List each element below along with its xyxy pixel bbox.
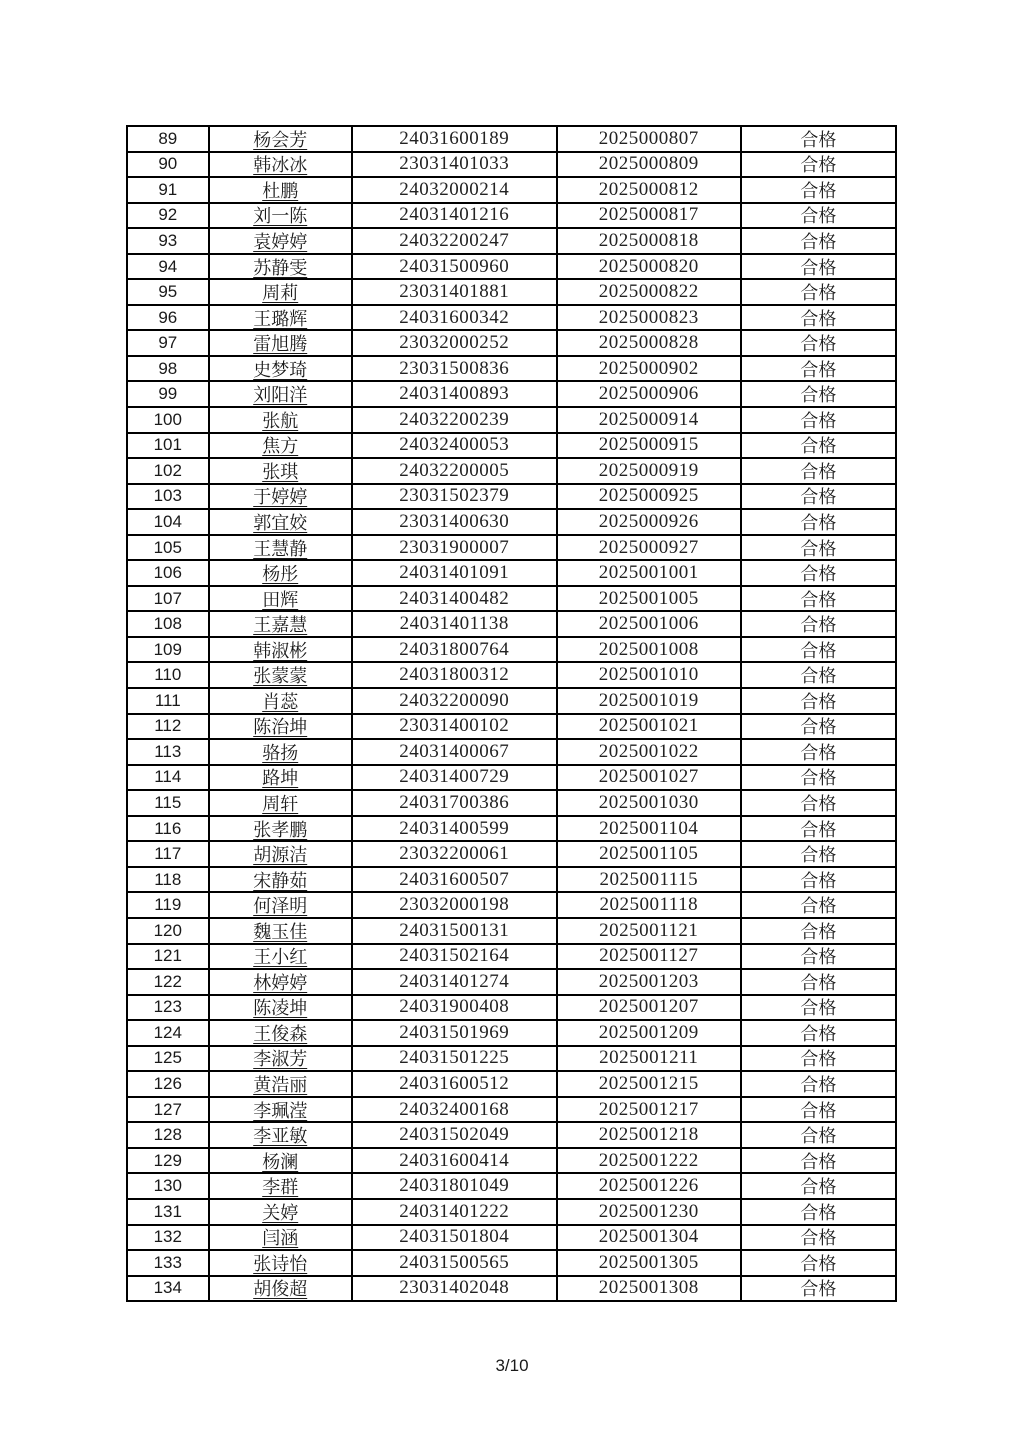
table-row: [128, 1251, 895, 1277]
result-cell: 合格: [800, 1126, 837, 1147]
certificate-number-cell: 2025001207: [558, 996, 742, 1020]
certificate-number-cell: 2025001115: [558, 868, 742, 892]
row-number-cell: 131: [128, 1200, 210, 1224]
name-cell: 胡俊超: [210, 1277, 353, 1301]
table-row: [128, 306, 895, 332]
name-cell: 张琪: [210, 459, 353, 483]
row-number-cell: 118: [128, 868, 210, 892]
result-cell: 合格: [800, 615, 837, 636]
name-cell: 张孝鹏: [210, 817, 353, 841]
table-row: [128, 612, 895, 638]
table-row: [128, 1174, 895, 1200]
exam-number-cell: 23031400102: [353, 715, 558, 739]
table-row: [128, 1098, 895, 1124]
table-row: [128, 689, 895, 715]
certificate-number-cell: 2025001215: [558, 1072, 742, 1096]
exam-number-cell: 24031401216: [353, 204, 558, 228]
table-row: [128, 434, 895, 460]
exam-number-cell: 23031401033: [353, 153, 558, 177]
certificate-number-cell: 2025001305: [558, 1251, 742, 1275]
row-number-cell: 112: [128, 715, 210, 739]
name-cell: 路坤: [210, 766, 353, 790]
name-cell: 王俊森: [210, 1021, 353, 1045]
name-cell: 杜鹏: [210, 178, 353, 202]
certificate-number-cell: 2025001209: [558, 1021, 742, 1045]
certificate-number-cell: 2025001203: [558, 970, 742, 994]
result-cell: 合格: [800, 717, 837, 738]
table-row: [128, 1123, 895, 1149]
result-cell: 合格: [800, 1253, 837, 1274]
exam-number-cell: 24031800764: [353, 638, 558, 662]
exam-number-cell: 24031501804: [353, 1226, 558, 1250]
exam-number-cell: 24031600507: [353, 868, 558, 892]
row-number-cell: 110: [128, 663, 210, 687]
table-row: [128, 791, 895, 817]
certificate-number-cell: 2025000828: [558, 331, 742, 355]
certificate-number-cell: 2025001104: [558, 817, 742, 841]
certificate-number-cell: 2025001005: [558, 587, 742, 611]
result-cell: 合格: [800, 385, 837, 406]
certificate-number-cell: 2025001006: [558, 612, 742, 636]
result-cell: 合格: [800, 512, 837, 533]
table-row: [128, 1047, 895, 1073]
table-row: [128, 536, 895, 562]
name-cell: 焦方: [210, 434, 353, 458]
table-row: [128, 1072, 895, 1098]
result-cell: 合格: [800, 947, 837, 968]
table-row: [128, 970, 895, 996]
name-cell: 田辉: [210, 587, 353, 611]
row-number-cell: 103: [128, 485, 210, 509]
exam-number-cell: 24031600512: [353, 1072, 558, 1096]
exam-number-cell: 23031900007: [353, 536, 558, 560]
name-cell: 骆扬: [210, 740, 353, 764]
row-number-cell: 122: [128, 970, 210, 994]
certificate-number-cell: 2025000915: [558, 434, 742, 458]
row-number-cell: 91: [128, 178, 210, 202]
exam-number-cell: 23031401881: [353, 280, 558, 304]
row-number-cell: 113: [128, 740, 210, 764]
row-number-cell: 92: [128, 204, 210, 228]
exam-number-cell: 24031401138: [353, 612, 558, 636]
row-number-cell: 95: [128, 280, 210, 304]
name-cell: 袁婷婷: [210, 229, 353, 253]
certificate-number-cell: 2025001121: [558, 919, 742, 943]
exam-number-cell: 24032400168: [353, 1098, 558, 1122]
result-cell: 合格: [800, 308, 837, 329]
certificate-number-cell: 2025000817: [558, 204, 742, 228]
table-row: [128, 766, 895, 792]
result-cell: 合格: [800, 564, 837, 585]
row-number-cell: 134: [128, 1277, 210, 1301]
certificate-number-cell: 2025001030: [558, 791, 742, 815]
table-row: [128, 817, 895, 843]
certificate-number-cell: 2025000820: [558, 255, 742, 279]
certificate-number-cell: 2025000926: [558, 510, 742, 534]
certificate-number-cell: 2025000807: [558, 127, 742, 151]
table-row: [128, 178, 895, 204]
table-row: [128, 893, 895, 919]
table-row: [128, 996, 895, 1022]
result-cell: 合格: [800, 487, 837, 508]
result-cell: 合格: [800, 1177, 837, 1198]
row-number-cell: 125: [128, 1047, 210, 1071]
name-cell: 周轩: [210, 791, 353, 815]
name-cell: 张航: [210, 408, 353, 432]
result-cell: 合格: [800, 283, 837, 304]
result-cell: 合格: [800, 819, 837, 840]
table-row: [128, 229, 895, 255]
row-number-cell: 127: [128, 1098, 210, 1122]
certificate-number-cell: 2025001211: [558, 1047, 742, 1071]
certificate-number-cell: 2025001230: [558, 1200, 742, 1224]
table-row: [128, 945, 895, 971]
row-number-cell: 96: [128, 306, 210, 330]
row-number-cell: 105: [128, 536, 210, 560]
name-cell: 杨澜: [210, 1149, 353, 1173]
exam-number-cell: 24031400729: [353, 766, 558, 790]
exam-number-cell: 24031401274: [353, 970, 558, 994]
row-number-cell: 132: [128, 1226, 210, 1250]
table-row: [128, 255, 895, 281]
name-cell: 王璐辉: [210, 306, 353, 330]
certificate-number-cell: 2025001222: [558, 1149, 742, 1173]
certificate-number-cell: 2025001304: [558, 1226, 742, 1250]
row-number-cell: 128: [128, 1123, 210, 1147]
name-cell: 关婷: [210, 1200, 353, 1224]
row-number-cell: 123: [128, 996, 210, 1020]
exam-number-cell: 24032400053: [353, 434, 558, 458]
exam-number-cell: 24031600342: [353, 306, 558, 330]
exam-number-cell: 24032200090: [353, 689, 558, 713]
name-cell: 肖蕊: [210, 689, 353, 713]
row-number-cell: 94: [128, 255, 210, 279]
name-cell: 陈治坤: [210, 715, 353, 739]
table-row: [128, 204, 895, 230]
name-cell: 苏静雯: [210, 255, 353, 279]
certificate-number-cell: 2025001127: [558, 945, 742, 969]
name-cell: 陈凌坤: [210, 996, 353, 1020]
result-cell: 合格: [800, 794, 837, 814]
name-cell: 王慧静: [210, 536, 353, 560]
certificate-number-cell: 2025000812: [558, 178, 742, 202]
row-number-cell: 117: [128, 842, 210, 866]
certificate-number-cell: 2025000902: [558, 357, 742, 381]
result-cell: 合格: [800, 998, 837, 1019]
certificate-number-cell: 2025000906: [558, 382, 742, 406]
exam-number-cell: 24031801049: [353, 1174, 558, 1198]
name-cell: 杨彤: [210, 561, 353, 585]
result-cell: 合格: [800, 359, 837, 380]
name-cell: 于婷婷: [210, 485, 353, 509]
table-row: [128, 587, 895, 613]
name-cell: 李亚敏: [210, 1123, 353, 1147]
table-row: [128, 1277, 895, 1301]
result-cell: 合格: [800, 742, 837, 763]
row-number-cell: 97: [128, 331, 210, 355]
table-row: [128, 280, 895, 306]
result-cell: 合格: [800, 231, 837, 252]
name-cell: 刘一陈: [210, 204, 353, 228]
table-row: [128, 740, 895, 766]
name-cell: 雷旭腾: [210, 331, 353, 355]
name-cell: 史梦琦: [210, 357, 353, 381]
table-row: [128, 842, 895, 868]
name-cell: 李珮滢: [210, 1098, 353, 1122]
table-row: [128, 663, 895, 689]
exam-number-cell: 24031600414: [353, 1149, 558, 1173]
exam-number-cell: 24031800312: [353, 663, 558, 687]
result-cell: 合格: [800, 129, 837, 150]
exam-number-cell: 24031400067: [353, 740, 558, 764]
result-cell: 合格: [800, 845, 837, 866]
row-number-cell: 89: [128, 127, 210, 151]
table-row: [128, 485, 895, 511]
name-cell: 胡源洁: [210, 842, 353, 866]
name-cell: 黄浩丽: [210, 1072, 353, 1096]
row-number-cell: 102: [128, 459, 210, 483]
exam-number-cell: 24031900408: [353, 996, 558, 1020]
certificate-number-cell: 2025000822: [558, 280, 742, 304]
certificate-number-cell: 2025001001: [558, 561, 742, 585]
name-cell: 杨会芳: [210, 127, 353, 151]
table-row: [128, 510, 895, 536]
row-number-cell: 119: [128, 893, 210, 917]
table-row: [128, 459, 895, 485]
table-row: [128, 357, 895, 383]
table-row: [128, 638, 895, 664]
certificate-number-cell: 2025001118: [558, 893, 742, 917]
result-cell: 合格: [800, 206, 837, 227]
name-cell: 张诗怡: [210, 1251, 353, 1275]
result-cell: 合格: [800, 972, 837, 993]
result-cell: 合格: [800, 1075, 837, 1096]
exam-number-cell: 24031500960: [353, 255, 558, 279]
row-number-cell: 98: [128, 357, 210, 381]
result-cell: 合格: [800, 155, 837, 176]
row-number-cell: 99: [128, 382, 210, 406]
exam-number-cell: 24031501225: [353, 1047, 558, 1071]
name-cell: 刘阳洋: [210, 382, 353, 406]
results-table: [126, 125, 897, 1302]
certificate-number-cell: 2025001008: [558, 638, 742, 662]
result-cell: 合格: [800, 640, 837, 661]
certificate-number-cell: 2025001105: [558, 842, 742, 866]
result-cell: 合格: [800, 1228, 837, 1249]
result-cell: 合格: [800, 921, 837, 942]
result-cell: 合格: [800, 589, 837, 610]
result-cell: 合格: [800, 1202, 837, 1223]
row-number-cell: 109: [128, 638, 210, 662]
exam-number-cell: 24031502049: [353, 1123, 558, 1147]
exam-number-cell: 24032200239: [353, 408, 558, 432]
table-row: [128, 561, 895, 587]
certificate-number-cell: 2025000919: [558, 459, 742, 483]
row-number-cell: 129: [128, 1149, 210, 1173]
certificate-number-cell: 2025001308: [558, 1277, 742, 1301]
certificate-number-cell: 2025001226: [558, 1174, 742, 1198]
exam-number-cell: 23031502379: [353, 485, 558, 509]
exam-number-cell: 24031401091: [353, 561, 558, 585]
result-cell: 合格: [800, 436, 837, 457]
table-row: [128, 408, 895, 434]
exam-number-cell: 24031502164: [353, 945, 558, 969]
result-cell: 合格: [800, 180, 837, 201]
row-number-cell: 114: [128, 766, 210, 790]
exam-number-cell: 24032000214: [353, 178, 558, 202]
exam-number-cell: 23031400630: [353, 510, 558, 534]
result-cell: 合格: [800, 1151, 837, 1172]
row-number-cell: 106: [128, 561, 210, 585]
name-cell: 韩冰冰: [210, 153, 353, 177]
name-cell: 李淑芳: [210, 1047, 353, 1071]
row-number-cell: 107: [128, 587, 210, 611]
result-cell: 合格: [800, 538, 837, 559]
name-cell: 韩淑彬: [210, 638, 353, 662]
exam-number-cell: 24032200005: [353, 459, 558, 483]
exam-number-cell: 24031500131: [353, 919, 558, 943]
exam-number-cell: 24031500565: [353, 1251, 558, 1275]
table-row: [128, 127, 895, 153]
certificate-number-cell: 2025000823: [558, 306, 742, 330]
row-number-cell: 90: [128, 153, 210, 177]
result-cell: 合格: [800, 257, 837, 278]
row-number-cell: 108: [128, 612, 210, 636]
row-number-cell: 115: [128, 791, 210, 815]
result-cell: 合格: [800, 1100, 837, 1121]
row-number-cell: 126: [128, 1072, 210, 1096]
certificate-number-cell: 2025000925: [558, 485, 742, 509]
row-number-cell: 100: [128, 408, 210, 432]
row-number-cell: 93: [128, 229, 210, 253]
table-row: [128, 919, 895, 945]
exam-number-cell: 23032000198: [353, 893, 558, 917]
row-number-cell: 104: [128, 510, 210, 534]
result-cell: 合格: [800, 1023, 837, 1044]
row-number-cell: 130: [128, 1174, 210, 1198]
row-number-cell: 116: [128, 817, 210, 841]
name-cell: 周莉: [210, 280, 353, 304]
table-row: [128, 868, 895, 894]
exam-number-cell: 24031600189: [353, 127, 558, 151]
table-row: [128, 382, 895, 408]
name-cell: 郭宜姣: [210, 510, 353, 534]
result-cell: 合格: [800, 666, 837, 687]
row-number-cell: 124: [128, 1021, 210, 1045]
certificate-number-cell: 2025001019: [558, 689, 742, 713]
table-row: [128, 1226, 895, 1252]
certificate-number-cell: 2025000914: [558, 408, 742, 432]
certificate-number-cell: 2025001010: [558, 663, 742, 687]
certificate-number-cell: 2025000809: [558, 153, 742, 177]
table-row: [128, 1021, 895, 1047]
result-cell: 合格: [800, 461, 837, 482]
table-row: [128, 1149, 895, 1175]
exam-number-cell: 23032200061: [353, 842, 558, 866]
result-cell: 合格: [800, 334, 837, 355]
certificate-number-cell: 2025001022: [558, 740, 742, 764]
table-row: [128, 153, 895, 179]
name-cell: 张蒙蒙: [210, 663, 353, 687]
row-number-cell: 111: [128, 689, 210, 713]
result-cell: 合格: [800, 1279, 837, 1300]
certificate-number-cell: 2025000927: [558, 536, 742, 560]
result-cell: 合格: [800, 691, 837, 712]
exam-number-cell: 24031400599: [353, 817, 558, 841]
exam-number-cell: 24031501969: [353, 1021, 558, 1045]
table-row: [128, 715, 895, 741]
name-cell: 林婷婷: [210, 970, 353, 994]
certificate-number-cell: 2025001027: [558, 766, 742, 790]
name-cell: 宋静茹: [210, 868, 353, 892]
page-number: 3/10: [495, 1356, 529, 1375]
name-cell: 何泽明: [210, 893, 353, 917]
result-cell: 合格: [800, 410, 837, 431]
certificate-number-cell: 2025001217: [558, 1098, 742, 1122]
exam-number-cell: 24031401222: [353, 1200, 558, 1224]
certificate-number-cell: 2025000818: [558, 229, 742, 253]
exam-number-cell: 24031400893: [353, 382, 558, 406]
result-cell: 合格: [800, 1049, 837, 1070]
table-row: [128, 1200, 895, 1226]
name-cell: 王小红: [210, 945, 353, 969]
row-number-cell: 133: [128, 1251, 210, 1275]
exam-number-cell: 23032000252: [353, 331, 558, 355]
exam-number-cell: 23031500836: [353, 357, 558, 381]
exam-number-cell: 23031402048: [353, 1277, 558, 1301]
name-cell: 王嘉慧: [210, 612, 353, 636]
name-cell: 魏玉佳: [210, 919, 353, 943]
result-cell: 合格: [800, 896, 837, 917]
certificate-number-cell: 2025001021: [558, 715, 742, 739]
row-number-cell: 101: [128, 434, 210, 458]
row-number-cell: 121: [128, 945, 210, 969]
exam-number-cell: 24031400482: [353, 587, 558, 611]
row-number-cell: 120: [128, 919, 210, 943]
certificate-number-cell: 2025001218: [558, 1123, 742, 1147]
name-cell: 闫涵: [210, 1226, 353, 1250]
result-cell: 合格: [800, 768, 837, 789]
name-cell: 李群: [210, 1174, 353, 1198]
result-cell: 合格: [800, 870, 837, 891]
exam-number-cell: 24032200247: [353, 229, 558, 253]
exam-number-cell: 24031700386: [353, 791, 558, 815]
table-row: [128, 331, 895, 357]
